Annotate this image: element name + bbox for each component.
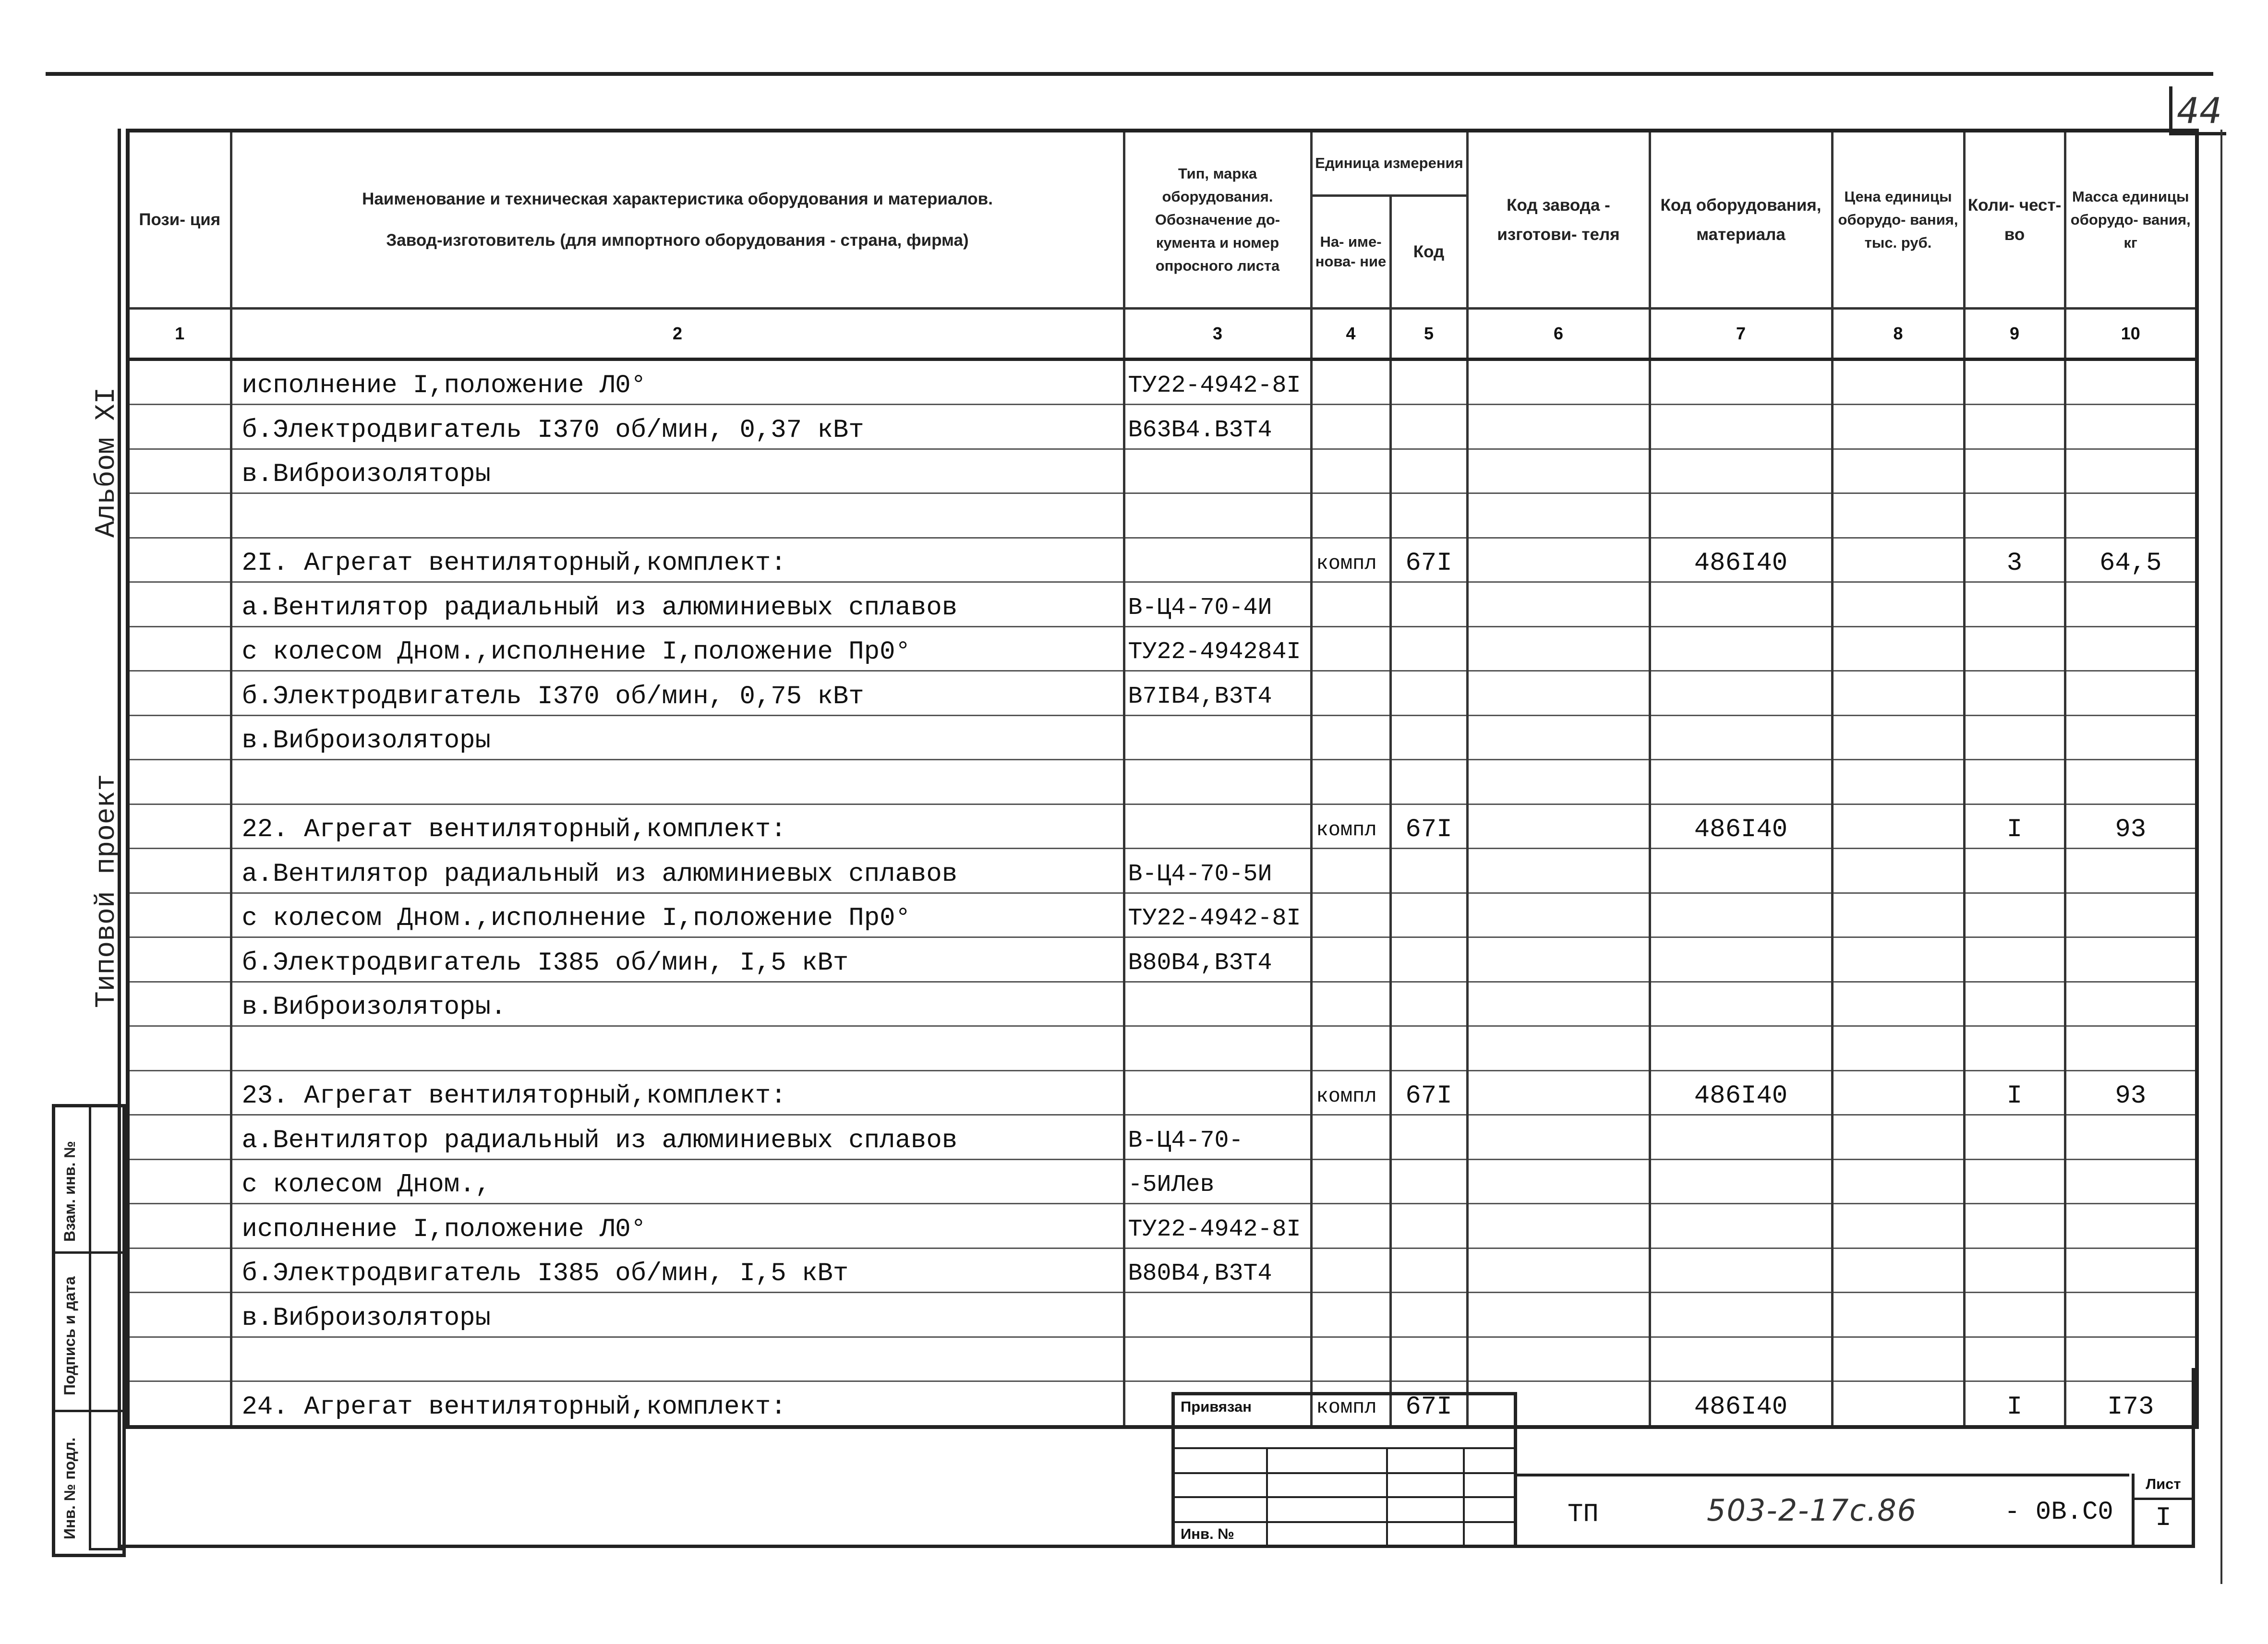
- unit-code-cell: 67I: [1390, 1070, 1467, 1115]
- unit-name-cell: [1311, 982, 1390, 1026]
- mass-cell: [2065, 1248, 2197, 1293]
- doc-cell: -5ИЛев: [1124, 1159, 1311, 1204]
- quantity-cell: I: [1964, 1381, 2065, 1427]
- position-cell: [128, 937, 231, 982]
- plant-code-cell: [1467, 449, 1650, 493]
- position-cell: [128, 359, 231, 405]
- doc-cell: [1124, 1026, 1311, 1071]
- table-row: [128, 715, 2197, 760]
- quantity-cell: [1964, 449, 2065, 493]
- mass-cell: [2065, 359, 2197, 405]
- plant-code-cell: [1467, 715, 1650, 760]
- plant-code-cell: [1467, 1248, 1650, 1293]
- unit-code-cell: [1390, 671, 1467, 716]
- position-cell: [128, 582, 231, 627]
- table-row: [128, 937, 2197, 982]
- price-cell: [1832, 405, 1964, 449]
- column-number: 7: [1650, 308, 1832, 359]
- unit-code-cell: [1390, 982, 1467, 1026]
- unit-code-cell: [1390, 1204, 1467, 1248]
- unit-name-cell: [1311, 1248, 1390, 1293]
- header-type-doc: Тип, марка оборудования. Обозначение до- кумента и номер опросного листа: [1124, 131, 1311, 308]
- name-cell: исполнение I,положение Л0°: [231, 1204, 1124, 1248]
- name-cell: б.Электродвигатель I370 об/мин, 0,75 кВт: [231, 671, 1124, 716]
- name-cell: [231, 493, 1124, 538]
- side-stamp: [52, 1104, 126, 1557]
- unit-name-cell: [1311, 582, 1390, 627]
- unit-code-cell: [1390, 1293, 1467, 1337]
- name-cell: с колесом Дном.,: [231, 1159, 1124, 1204]
- table-row: [128, 1293, 2197, 1337]
- plant-code-cell: [1467, 937, 1650, 982]
- quantity-cell: [1964, 937, 2065, 982]
- mass-cell: 93: [2065, 804, 2197, 849]
- plant-code-cell: [1467, 1026, 1650, 1071]
- position-cell: [128, 1204, 231, 1248]
- quantity-cell: I: [1964, 804, 2065, 849]
- plant-code-cell: [1467, 1115, 1650, 1160]
- project-label: Типовой проект: [91, 774, 122, 1008]
- position-cell: [128, 1293, 231, 1337]
- price-cell: [1832, 449, 1964, 493]
- name-cell: с колесом Дном.,исполнение I,положение Пр0°: [231, 893, 1124, 937]
- name-cell: [231, 1026, 1124, 1071]
- unit-name-cell: компл: [1311, 1070, 1390, 1115]
- mass-cell: [2065, 937, 2197, 982]
- position-cell: [128, 1070, 231, 1115]
- name-cell: в.Виброизоляторы: [231, 449, 1124, 493]
- unit-name-cell: [1311, 937, 1390, 982]
- header-unit-code: Код: [1390, 195, 1467, 308]
- price-cell: [1832, 1070, 1964, 1115]
- mass-cell: [2065, 405, 2197, 449]
- equipment-code-cell: [1650, 937, 1832, 982]
- doc-cell: [1124, 804, 1311, 849]
- doc-cell: [1124, 715, 1311, 760]
- name-cell: в.Виброизоляторы.: [231, 982, 1124, 1026]
- side-stamp-cell: [89, 1107, 125, 1254]
- column-number: 4: [1311, 308, 1390, 359]
- equipment-code-cell: [1650, 359, 1832, 405]
- column-number: 6: [1467, 308, 1650, 359]
- table-row: [128, 804, 2197, 849]
- unit-name-cell: [1311, 1115, 1390, 1160]
- position-cell: [128, 1159, 231, 1204]
- price-cell: [1832, 1115, 1964, 1160]
- unit-code-cell: [1390, 849, 1467, 893]
- plant-code-cell: [1467, 582, 1650, 627]
- price-cell: [1832, 937, 1964, 982]
- equipment-code-cell: [1650, 1248, 1832, 1293]
- plant-code-cell: [1467, 359, 1650, 405]
- price-cell: [1832, 493, 1964, 538]
- mass-cell: [2065, 1204, 2197, 1248]
- mass-cell: [2065, 626, 2197, 671]
- sheet-label: Лист: [2135, 1471, 2192, 1500]
- position-cell: [128, 671, 231, 716]
- plant-code-cell: [1467, 1159, 1650, 1204]
- price-cell: [1832, 1293, 1964, 1337]
- top-rule: [46, 72, 2213, 76]
- unit-name-cell: компл: [1311, 804, 1390, 849]
- price-cell: [1832, 1026, 1964, 1071]
- unit-name-cell: [1311, 849, 1390, 893]
- name-cell: 22. Агрегат вентиляторный,комплект:: [231, 804, 1124, 849]
- mass-cell: 64,5: [2065, 538, 2197, 582]
- table-row: [128, 1070, 2197, 1115]
- name-cell: 23. Агрегат вентиляторный,комплект:: [231, 1070, 1124, 1115]
- price-cell: [1832, 671, 1964, 716]
- mass-cell: [2065, 449, 2197, 493]
- position-cell: [128, 893, 231, 937]
- unit-code-cell: 67I: [1390, 538, 1467, 582]
- mass-cell: [2065, 493, 2197, 538]
- mass-cell: [2065, 715, 2197, 760]
- title-block-divider: [1266, 1449, 1268, 1548]
- table-row: [128, 760, 2197, 804]
- price-cell: [1832, 582, 1964, 627]
- doc-cell: ТУ22-4942-8I: [1124, 1204, 1311, 1248]
- signature-date-caption: Подпись и дата: [61, 1276, 78, 1395]
- mass-cell: [2065, 1115, 2197, 1160]
- quantity-cell: [1964, 715, 2065, 760]
- header-unit-group: Единица измерения: [1311, 131, 1467, 195]
- column-numbers-row: [128, 308, 2197, 359]
- name-cell: б.Электродвигатель I370 об/мин, 0,37 кВт: [231, 405, 1124, 449]
- price-cell: [1832, 359, 1964, 405]
- equipment-code-cell: [1650, 1115, 1832, 1160]
- plant-code-cell: [1467, 493, 1650, 538]
- table-row: [128, 1159, 2197, 1204]
- unit-code-cell: [1390, 582, 1467, 627]
- quantity-cell: [1964, 626, 2065, 671]
- unit-code-cell: [1390, 1115, 1467, 1160]
- unit-name-cell: [1311, 1204, 1390, 1248]
- equipment-code-cell: [1650, 493, 1832, 538]
- position-cell: [128, 715, 231, 760]
- name-cell: б.Электродвигатель I385 об/мин, I,5 кВт: [231, 937, 1124, 982]
- header-equipment-code: Код оборудования, материала: [1650, 131, 1832, 308]
- equipment-code-cell: [1650, 715, 1832, 760]
- position-cell: [128, 849, 231, 893]
- plant-code-cell: [1467, 1204, 1650, 1248]
- attached-label: Привязан: [1181, 1398, 1252, 1415]
- title-block-divider: [1386, 1449, 1388, 1548]
- table-row: [128, 849, 2197, 893]
- name-cell: б.Электродвигатель I385 об/мин, I,5 кВт: [231, 1248, 1124, 1293]
- equipment-code-cell: [1650, 1026, 1832, 1071]
- price-cell: [1832, 1248, 1964, 1293]
- column-number: 8: [1832, 308, 1964, 359]
- quantity-cell: 3: [1964, 538, 2065, 582]
- quantity-cell: [1964, 760, 2065, 804]
- table-row: [128, 449, 2197, 493]
- equipment-code-cell: [1650, 760, 1832, 804]
- mass-cell: [2065, 849, 2197, 893]
- plant-code-cell: [1467, 1070, 1650, 1115]
- column-number: 10: [2065, 308, 2197, 359]
- quantity-cell: [1964, 1204, 2065, 1248]
- plant-code-cell: [1467, 671, 1650, 716]
- stamp-top-line: [1515, 1474, 2129, 1476]
- price-cell: [1832, 715, 1964, 760]
- position-cell: [128, 760, 231, 804]
- unit-name-cell: [1311, 449, 1390, 493]
- doc-cell: В63В4.В3Т4: [1124, 405, 1311, 449]
- price-cell: [1832, 982, 1964, 1026]
- plant-code-cell: [1467, 405, 1650, 449]
- plant-code-cell: [1467, 893, 1650, 937]
- name-cell: а.Вентилятор радиальный из алюминиевых сплавов: [231, 582, 1124, 627]
- doc-cell: [1124, 982, 1311, 1026]
- price-cell: [1832, 893, 1964, 937]
- equipment-code-cell: [1650, 626, 1832, 671]
- table-row: [128, 493, 2197, 538]
- table-row: [128, 405, 2197, 449]
- plant-code-cell: [1467, 626, 1650, 671]
- price-cell: [1832, 538, 1964, 582]
- unit-code-cell: [1390, 760, 1467, 804]
- unit-name-cell: [1311, 671, 1390, 716]
- mass-cell: [2065, 893, 2197, 937]
- table-row: [128, 1115, 2197, 1160]
- quantity-cell: [1964, 671, 2065, 716]
- equipment-code-cell: [1650, 982, 1832, 1026]
- header-name-line1: Наименование и техническая характеристика оборудования и материалов.: [362, 189, 993, 208]
- stamp-tp: ТП: [1568, 1500, 1599, 1529]
- position-cell: [128, 493, 231, 538]
- equipment-code-cell: [1650, 582, 1832, 627]
- plant-code-cell: [1467, 849, 1650, 893]
- position-cell: [128, 1026, 231, 1071]
- quantity-cell: [1964, 582, 2065, 627]
- album-label: Альбом XI: [91, 387, 122, 538]
- name-cell: исполнение I,положение Л0°: [231, 359, 1124, 405]
- equipment-code-cell: 486I40: [1650, 1070, 1832, 1115]
- equipment-code-cell: [1650, 671, 1832, 716]
- position-cell: [128, 1248, 231, 1293]
- unit-code-cell: [1390, 626, 1467, 671]
- price-cell: [1832, 849, 1964, 893]
- stamp-project-code: 503-2-17с.86: [1707, 1493, 1918, 1528]
- name-cell: в.Виброизоляторы: [231, 1293, 1124, 1337]
- quantity-cell: [1964, 359, 2065, 405]
- position-cell: [128, 538, 231, 582]
- quantity-cell: [1964, 405, 2065, 449]
- quantity-cell: [1964, 1293, 2065, 1337]
- right-edge-line: [2220, 130, 2222, 1584]
- table-row: [128, 893, 2197, 937]
- column-number: 9: [1964, 308, 2065, 359]
- mass-cell: [2065, 582, 2197, 627]
- header-name: [231, 131, 1124, 308]
- unit-code-cell: [1390, 1026, 1467, 1071]
- sheet-box: [2132, 1474, 2195, 1548]
- position-cell: [128, 449, 231, 493]
- plant-code-cell: [1467, 804, 1650, 849]
- doc-cell: ТУ22-4942-8I: [1124, 893, 1311, 937]
- unit-code-cell: 67I: [1390, 804, 1467, 849]
- position-cell: [128, 405, 231, 449]
- name-cell: с колесом Дном.,исполнение I,положение Пр0°: [231, 626, 1124, 671]
- quantity-cell: I: [1964, 1070, 2065, 1115]
- position-cell: [128, 804, 231, 849]
- unit-code-cell: [1390, 715, 1467, 760]
- equipment-code-cell: [1650, 1204, 1832, 1248]
- unit-code-cell: [1390, 1248, 1467, 1293]
- position-cell: [128, 626, 231, 671]
- name-cell: 24. Агрегат вентиляторный,комплект:: [231, 1381, 1124, 1427]
- table-row: [128, 538, 2197, 582]
- unit-name-cell: [1311, 1293, 1390, 1337]
- name-cell: 2I. Агрегат вентиляторный,комплект:: [231, 538, 1124, 582]
- mass-cell: [2065, 1159, 2197, 1204]
- table-row: [128, 671, 2197, 716]
- quantity-cell: [1964, 1115, 2065, 1160]
- equipment-code-cell: [1650, 893, 1832, 937]
- header-name-line2: Завод-изготовитель (для импортного оборудования - страна, фирма): [386, 230, 969, 250]
- unit-name-cell: [1311, 715, 1390, 760]
- price-cell: [1832, 1159, 1964, 1204]
- name-cell: [231, 760, 1124, 804]
- equipment-code-cell: 486I40: [1650, 538, 1832, 582]
- table-row: [128, 359, 2197, 405]
- unit-name-cell: компл: [1311, 538, 1390, 582]
- mass-cell: [2065, 671, 2197, 716]
- price-cell: [1832, 626, 1964, 671]
- unit-name-cell: [1311, 1159, 1390, 1204]
- inv-original-caption: Инв. № подл.: [61, 1437, 78, 1539]
- doc-cell: В7IВ4,В3Т4: [1124, 671, 1311, 716]
- unit-code-cell: [1390, 937, 1467, 982]
- equipment-code-cell: [1650, 1293, 1832, 1337]
- sheet-value: I: [2155, 1502, 2171, 1533]
- plant-code-cell: [1467, 760, 1650, 804]
- unit-code-cell: [1390, 493, 1467, 538]
- document-stamp: [1515, 1474, 2195, 1548]
- unit-name-cell: [1311, 893, 1390, 937]
- quantity-cell: [1964, 1159, 2065, 1204]
- unit-code-cell: [1390, 359, 1467, 405]
- header-quantity: Коли- чест- во: [1964, 131, 2065, 308]
- doc-cell: В-Ц4-70-: [1124, 1115, 1311, 1160]
- doc-cell: [1124, 493, 1311, 538]
- unit-name-cell: [1311, 760, 1390, 804]
- doc-cell: [1124, 538, 1311, 582]
- doc-cell: В-Ц4-70-4И: [1124, 582, 1311, 627]
- column-number: 3: [1124, 308, 1311, 359]
- mass-cell: [2065, 982, 2197, 1026]
- quantity-cell: [1964, 493, 2065, 538]
- mass-cell: [2065, 760, 2197, 804]
- table-row: [128, 1204, 2197, 1248]
- price-cell: [1832, 760, 1964, 804]
- plant-code-cell: [1467, 982, 1650, 1026]
- specification-table: [126, 129, 2199, 1429]
- quantity-cell: [1964, 1026, 2065, 1071]
- equipment-code-cell: [1650, 405, 1832, 449]
- mass-cell: [2065, 1026, 2197, 1071]
- plant-code-cell: [1467, 538, 1650, 582]
- equipment-code-cell: 486I40: [1650, 1381, 1832, 1427]
- unit-code-cell: 67I: [1390, 1381, 1467, 1427]
- table-row: [128, 582, 2197, 627]
- position-cell: [128, 1115, 231, 1160]
- equipment-code-cell: [1650, 449, 1832, 493]
- doc-cell: [1124, 760, 1311, 804]
- name-cell: а.Вентилятор радиальный из алюминиевых сплавов: [231, 849, 1124, 893]
- unit-name-cell: [1311, 405, 1390, 449]
- unit-name-cell: компл: [1311, 1381, 1390, 1427]
- unit-name-cell: [1311, 1026, 1390, 1071]
- mass-cell: [2065, 1293, 2197, 1337]
- equipment-code-cell: [1650, 849, 1832, 893]
- column-number: 5: [1390, 308, 1467, 359]
- title-block: [1171, 1392, 1517, 1548]
- stamp-suffix: - 0В.С0: [2004, 1498, 2113, 1527]
- mass-cell: 93: [2065, 1070, 2197, 1115]
- column-number: 1: [128, 308, 231, 359]
- column-number: 2: [231, 308, 1124, 359]
- table-row: [128, 982, 2197, 1026]
- position-cell: [128, 982, 231, 1026]
- doc-cell: В80В4,В3Т4: [1124, 937, 1311, 982]
- unit-name-cell: [1311, 359, 1390, 405]
- header-unit-price: Цена единицы оборудо- вания, тыс. руб.: [1832, 131, 1964, 308]
- header-unit-mass: Масса единицы оборудо- вания, кг: [2065, 131, 2197, 308]
- header-position: Пози- ция: [128, 131, 231, 308]
- unit-name-cell: [1311, 493, 1390, 538]
- table-row: [128, 1248, 2197, 1293]
- price-cell: [1832, 804, 1964, 849]
- table-row: [128, 1026, 2197, 1071]
- replace-inv-caption: Взам. инв. №: [61, 1141, 78, 1242]
- unit-code-cell: [1390, 893, 1467, 937]
- title-block-divider: [1463, 1449, 1465, 1548]
- unit-code-cell: [1390, 405, 1467, 449]
- unit-code-cell: [1390, 449, 1467, 493]
- unit-name-cell: [1311, 626, 1390, 671]
- header-unit-name: На- име- нова- ние: [1311, 195, 1390, 308]
- doc-cell: ТУ22-4942-8I: [1124, 359, 1311, 405]
- page-number: 44: [2176, 90, 2222, 132]
- quantity-cell: [1964, 893, 2065, 937]
- doc-cell: [1124, 449, 1311, 493]
- equipment-code-cell: 486I40: [1650, 804, 1832, 849]
- doc-cell: [1124, 1070, 1311, 1115]
- equipment-code-cell: [1650, 1159, 1832, 1204]
- plant-code-cell: [1467, 1293, 1650, 1337]
- doc-cell: [1124, 1293, 1311, 1337]
- mass-cell: I73: [2065, 1381, 2197, 1427]
- inv-number-label: Инв. №: [1181, 1525, 1234, 1542]
- quantity-cell: [1964, 982, 2065, 1026]
- name-cell: в.Виброизоляторы: [231, 715, 1124, 760]
- quantity-cell: [1964, 849, 2065, 893]
- name-cell: а.Вентилятор радиальный из алюминиевых сплавов: [231, 1115, 1124, 1160]
- doc-cell: В80В4,В3Т4: [1124, 1248, 1311, 1293]
- doc-cell: ТУ22-494284I: [1124, 626, 1311, 671]
- price-cell: [1832, 1204, 1964, 1248]
- doc-cell: В-Ц4-70-5И: [1124, 849, 1311, 893]
- header-plant-code: Код завода - изготови- теля: [1467, 131, 1650, 308]
- quantity-cell: [1964, 1248, 2065, 1293]
- unit-code-cell: [1390, 1159, 1467, 1204]
- table-row: [128, 626, 2197, 671]
- page-number-box: [2169, 86, 2226, 135]
